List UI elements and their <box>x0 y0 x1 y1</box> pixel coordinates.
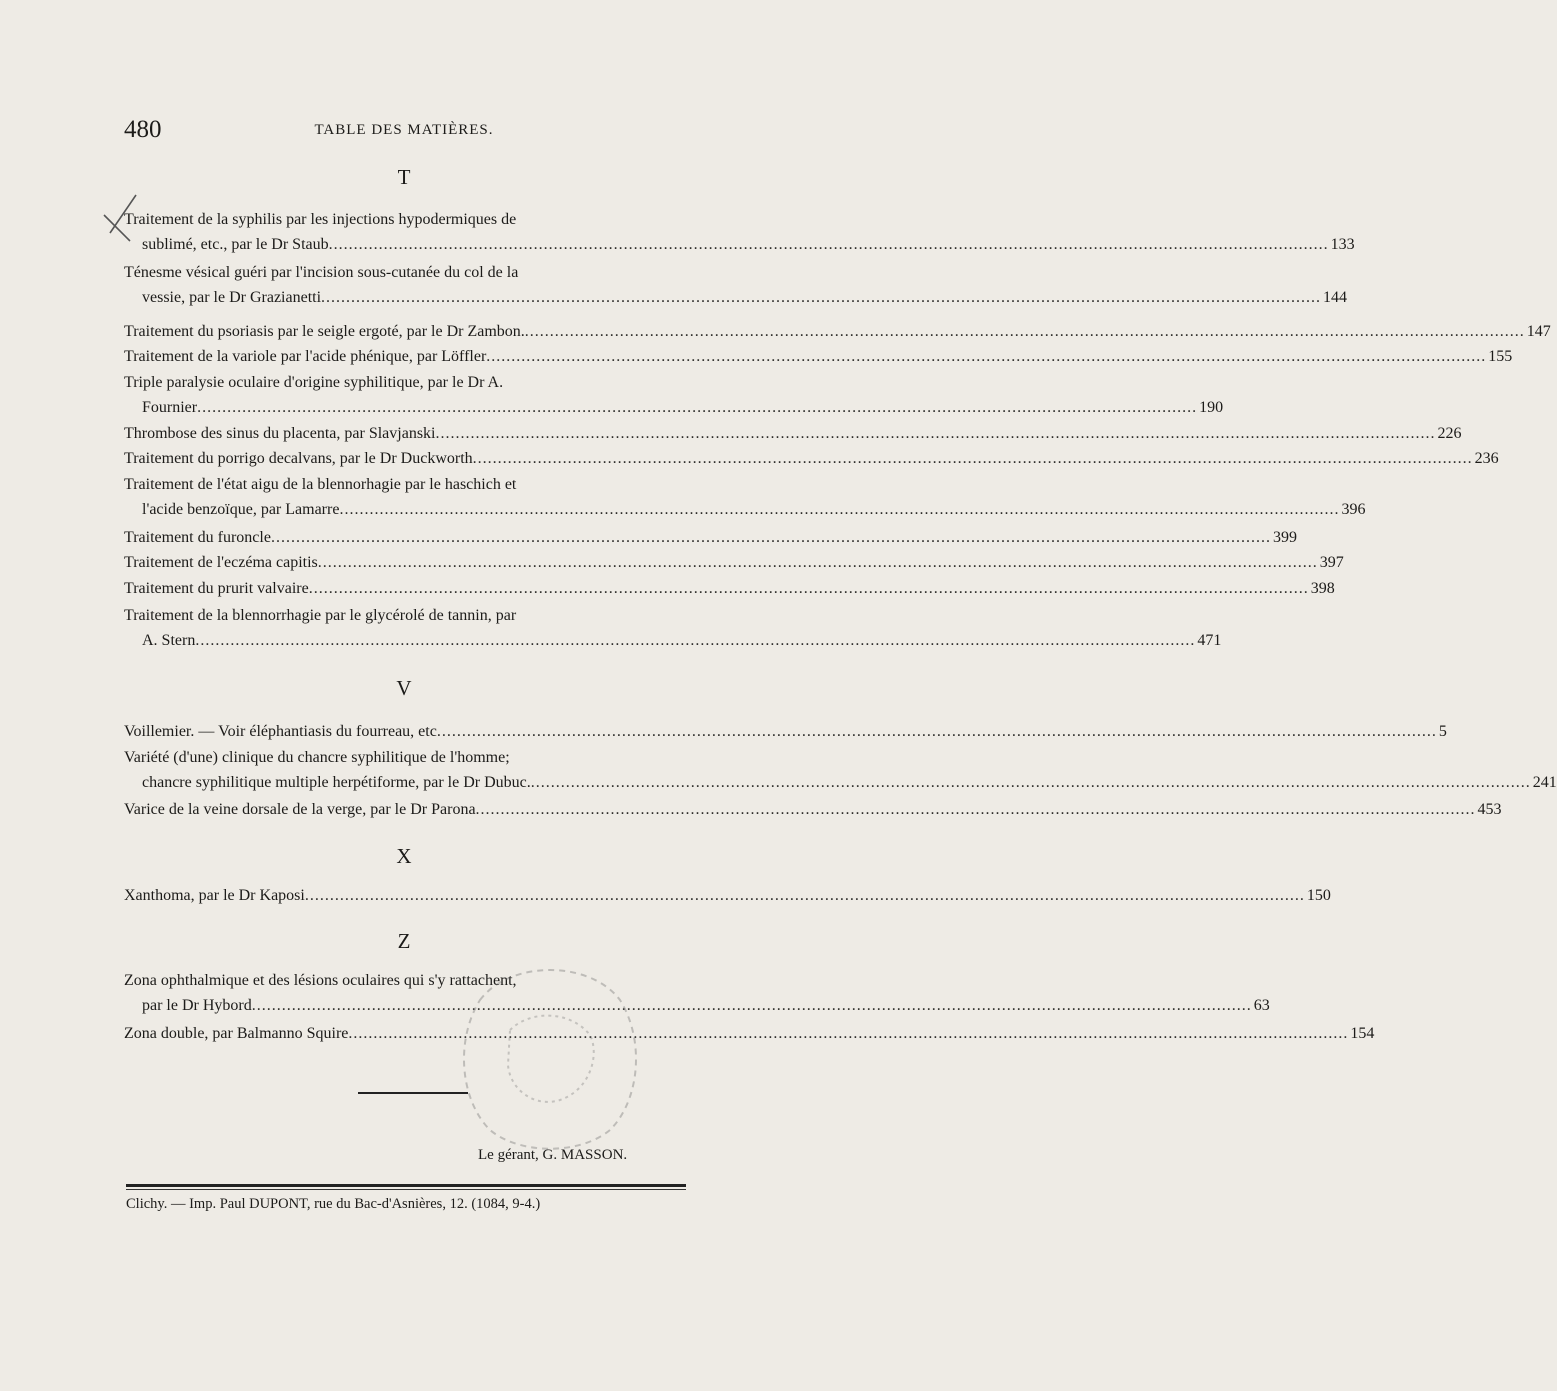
dot-leader: ........................................................................................................................................................................................................ <box>195 632 1196 649</box>
entry-page-number: 236 <box>1474 450 1499 467</box>
entry-text: Traitement de l'eczéma capitis <box>124 554 318 571</box>
dot-leader: ........................................................................................................................................................................................................ <box>317 554 1318 571</box>
entry-text: Traitement du psoriasis par le seigle ergoté, par le Dr Zambon. <box>124 323 525 340</box>
dot-leader: ........................................................................................................................................................................................................ <box>472 450 1473 467</box>
entry-text-line: Variété (d'une) clinique du chancre syphilitique de l'homme; <box>124 749 510 766</box>
entry-page-number: 147 <box>1526 323 1551 340</box>
entry-text: sublimé, etc., par le Dr Staub <box>142 236 329 253</box>
entry-text: vessie, par le Dr Grazianetti <box>142 289 322 306</box>
entry-text-line: Zona ophthalmique et des lésions oculaires qui s'y rattachent, <box>124 972 517 989</box>
index-entry <box>124 525 1297 550</box>
entry-text: l'acide benzoïque, par Lamarre <box>142 501 340 518</box>
page-header <box>124 118 684 142</box>
entry-page-number: 471 <box>1197 632 1222 649</box>
index-entry <box>124 883 1331 908</box>
entry-page-number: 241 <box>1532 774 1557 791</box>
entry-text: Traitement du furoncle <box>124 529 271 546</box>
dot-leader: ........................................................................................................................................................................................................ <box>435 425 1436 442</box>
page-number: 480 <box>124 116 162 143</box>
section-letter: X <box>396 844 412 868</box>
entry-page-number: 5 <box>1438 723 1447 740</box>
index-entry <box>124 370 1224 420</box>
dot-leader: ........................................................................................................................................................................................................ <box>304 887 1305 904</box>
entry-text: Xanthoma, par le Dr Kaposi <box>124 887 305 904</box>
entry-page-number: 398 <box>1310 580 1335 597</box>
entry-text: Thrombose des sinus du placenta, par Slavjanski <box>124 425 436 442</box>
entry-page-number: 150 <box>1306 887 1331 904</box>
entry-text: Traitement du prurit valvaire <box>124 580 309 597</box>
section-letter: T <box>397 165 411 189</box>
closing-rule <box>358 1092 468 1094</box>
index-entry <box>124 421 1462 446</box>
dot-leader: ........................................................................................................................................................................................................ <box>270 529 1271 546</box>
index-entry <box>124 745 1557 795</box>
entry-page-number: 397 <box>1319 554 1344 571</box>
entry-last-line <box>124 285 1348 310</box>
entry-text: Fournier <box>142 399 198 416</box>
entry-page-number: 399 <box>1272 529 1297 546</box>
entry-last-line <box>124 319 1551 344</box>
entry-last-line <box>124 550 1344 575</box>
footer-rule-thick <box>126 1184 686 1187</box>
entry-page-number: 155 <box>1488 348 1513 365</box>
entry-page-number: 190 <box>1199 399 1224 416</box>
index-entry <box>124 550 1344 575</box>
section-letter: Z <box>397 929 411 953</box>
entry-last-line <box>124 344 1513 369</box>
entry-last-line <box>124 883 1331 908</box>
entry-last-line <box>124 770 1557 795</box>
index-entry <box>124 472 1366 522</box>
entry-text: Traitement du porrigo decalvans, par le Dr Duckworth <box>124 450 473 467</box>
printer-imprint: Clichy. — Imp. Paul DUPONT, rue du Bac-d'Asnières, 12. (1084, 9-4.) <box>126 1196 541 1212</box>
entry-page-number: 133 <box>1330 236 1355 253</box>
dot-leader: ........................................................................................................................................................................................................ <box>251 997 1252 1014</box>
entry-last-line <box>124 628 1222 653</box>
dot-leader: ........................................................................................................................................................................................................ <box>308 580 1309 597</box>
entry-text: chancre syphilitique multiple herpétiforme, par le Dr Dubuc. <box>142 774 531 791</box>
running-head: TABLE DES MATIÈRES. <box>314 122 494 138</box>
footer-rule-thin <box>126 1189 686 1190</box>
entry-last-line <box>124 421 1462 446</box>
entry-page-number: 154 <box>1350 1025 1375 1042</box>
entry-last-line <box>124 446 1499 471</box>
section-letter: V <box>396 676 412 700</box>
dot-leader: ........................................................................................................................................................................................................ <box>436 723 1437 740</box>
index-entry <box>124 446 1499 471</box>
dot-leader: ........................................................................................................................................................................................................ <box>339 501 1340 518</box>
index-entry <box>124 207 1355 257</box>
entry-text: A. Stern <box>142 632 196 649</box>
entry-text: Zona double, par Balmanno Squire <box>124 1025 349 1042</box>
entry-last-line <box>124 797 1502 822</box>
entry-last-line <box>124 395 1224 420</box>
entry-last-line <box>124 232 1355 257</box>
library-stamp <box>440 940 660 1170</box>
entry-last-line <box>124 719 1447 744</box>
entry-last-line <box>124 576 1335 601</box>
index-entry <box>124 344 1513 369</box>
entry-text-line: Traitement de la blennorrhagie par le glycérolé de tannin, par <box>124 607 517 624</box>
entry-page-number: 226 <box>1437 425 1462 442</box>
dot-leader: ........................................................................................................................................................................................................ <box>197 399 1198 416</box>
entry-text-line: Traitement de la syphilis par les injections hypodermiques de <box>124 211 517 228</box>
entry-text-line: Triple paralysie oculaire d'origine syphilitique, par le Dr A. <box>124 374 504 391</box>
index-entry <box>124 260 1348 310</box>
entry-text: Traitement de la variole par l'acide phénique, par Löffler <box>124 348 487 365</box>
dot-leader: ........................................................................................................................................................................................................ <box>321 289 1322 306</box>
entry-page-number: 396 <box>1341 501 1366 518</box>
dot-leader: ........................................................................................................................................................................................................ <box>475 801 1476 818</box>
dot-leader: ........................................................................................................................................................................................................ <box>348 1025 1349 1042</box>
dot-leader: ........................................................................................................................................................................................................ <box>524 323 1525 340</box>
entry-page-number: 63 <box>1253 997 1270 1014</box>
entry-text-line: Ténesme vésical guéri par l'incision sous-cutanée du col de la <box>124 264 519 281</box>
index-entry <box>124 797 1502 822</box>
entry-text: Varice de la veine dorsale de la verge, par le Dr Parona <box>124 801 476 818</box>
entry-text: par le Dr Hybord <box>142 997 252 1014</box>
entry-page-number: 453 <box>1477 801 1502 818</box>
index-entry <box>124 719 1447 744</box>
dot-leader: ........................................................................................................................................................................................................ <box>328 236 1329 253</box>
entry-page-number: 144 <box>1323 289 1348 306</box>
entry-last-line <box>124 525 1297 550</box>
index-entry <box>124 603 1222 653</box>
dot-leader: ........................................................................................................................................................................................................ <box>530 774 1531 791</box>
gerant-signature: Le gérant, G. MASSON. <box>478 1147 628 1163</box>
entry-text: Voillemier. — Voir éléphantiasis du fourreau, etc <box>124 723 437 740</box>
index-entry <box>124 319 1551 344</box>
dot-leader: ........................................................................................................................................................................................................ <box>486 348 1487 365</box>
index-entry <box>124 576 1335 601</box>
entry-last-line <box>124 497 1366 522</box>
entry-text-line: Traitement de l'état aigu de la blennorhagie par le haschich et <box>124 476 517 493</box>
